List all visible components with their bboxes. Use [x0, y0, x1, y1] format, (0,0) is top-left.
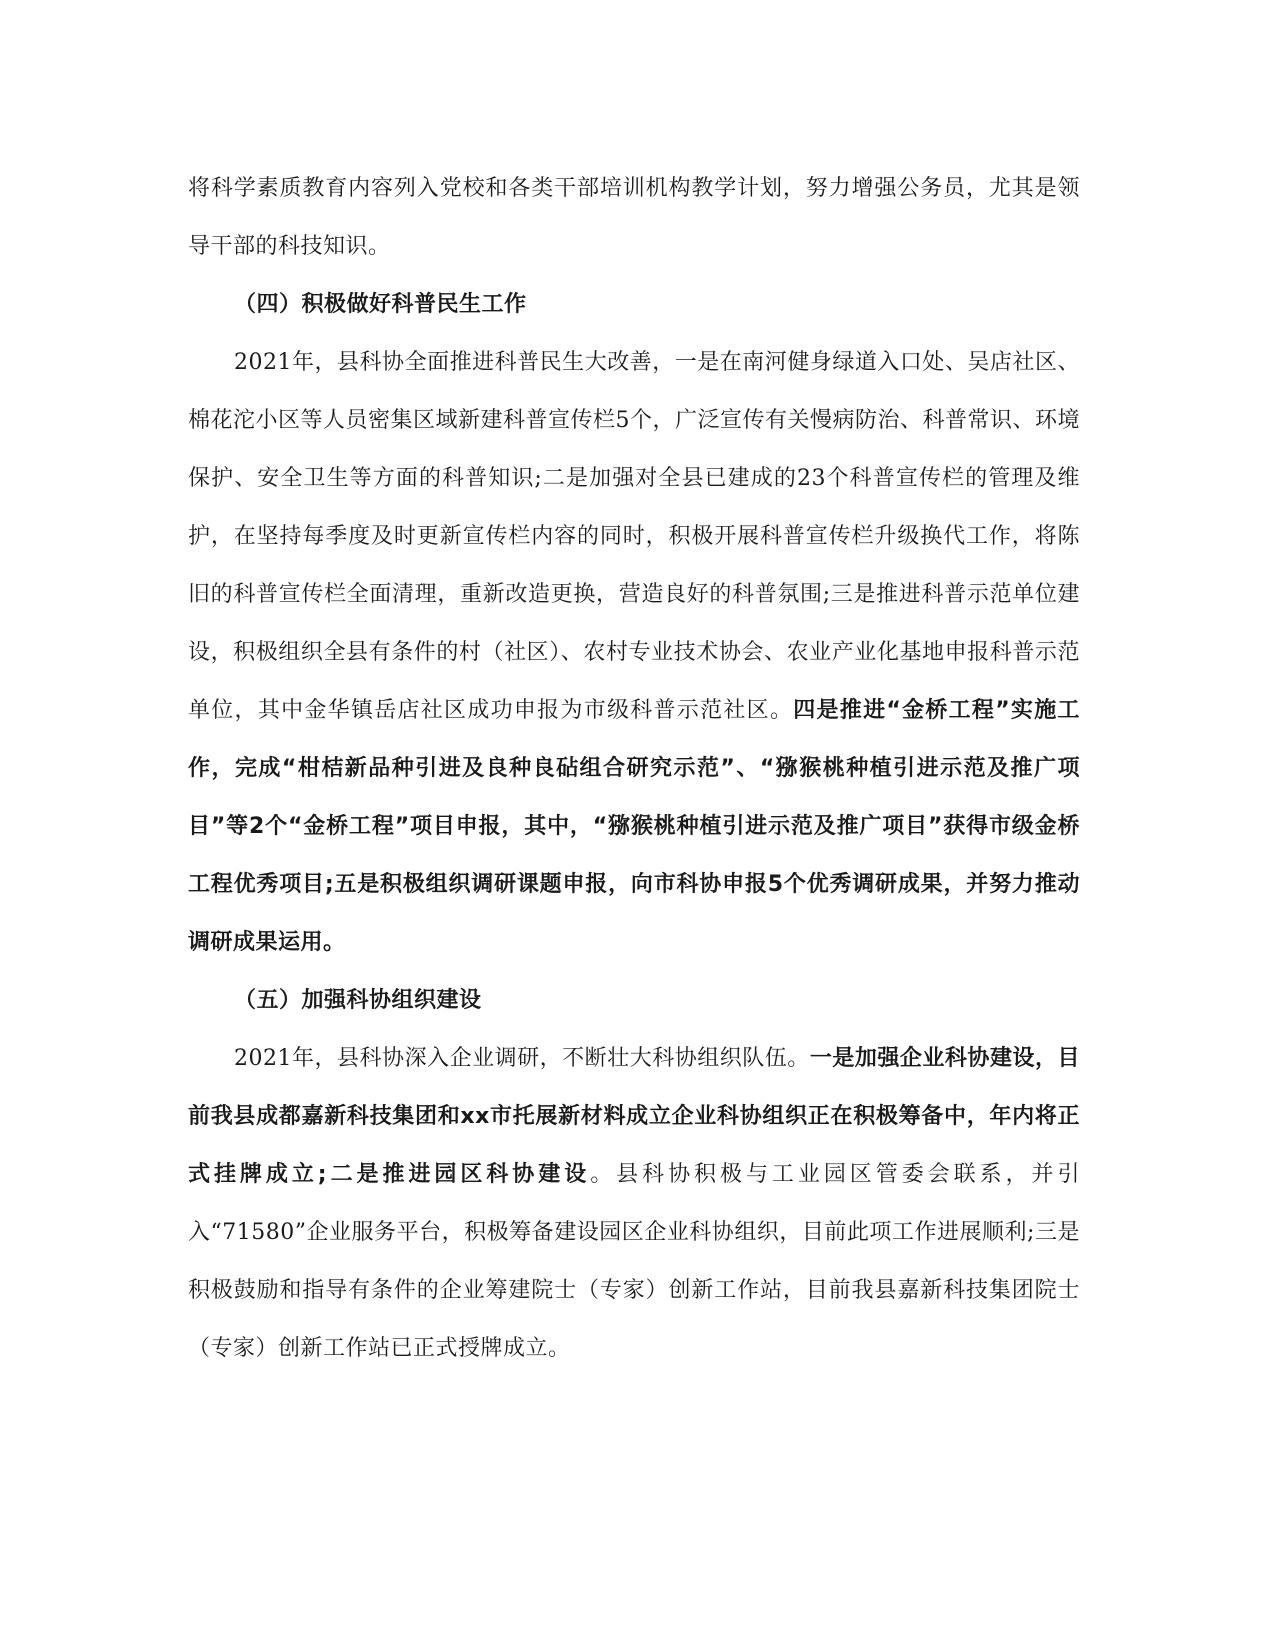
paragraph-science-livelihood: [188, 334, 1080, 972]
section-heading-5: （五）加强科协组织建设: [234, 988, 482, 1013]
paragraph-bold-text: 四是推进“金桥工程”实施工作，完成“柑桔新品种引进及良种良砧组合研究示范”、“猕猴桃种植引进示范及推广项目”等2个“金桥工程”项目申报，其中，“猕猴桃种植引进示范及推广项目”获得市级金桥工程优秀项目;五是积极组织调研课题申报，向市科协申报5个优秀调研成果，并努力推动调研成果运用。: [188, 698, 1080, 955]
paragraph-text: 2021年，县科协深入企业调研，不断壮大科协组织队伍。: [234, 1046, 810, 1071]
paragraph-continuation: 将科学素质教育内容列入党校和各类干部培训机构教学计划，努力增强公务员，尤其是领导干部的科技知识。: [188, 176, 1080, 259]
paragraph-text: 。县科协积极与工业园区管委会联系，并引入“71580”企业服务平台，积极筹备建设园区企业科协组织，目前此项工作进展顺利;三是积极鼓励和指导有条件的企业筹建院士（专家）创新工作站，目前我县嘉新科技集团院士（专家）创新工作站已正式授牌成立。: [188, 1162, 1080, 1361]
document-body: [188, 160, 1080, 1378]
paragraph-organization: [188, 1030, 1080, 1378]
paragraph-bold-text: 一是加强企业科协建设，目前我县成都嘉新科技集团和xx市托展新材料成立企业科协组织正在积极筹备中，年内将正式挂牌成立;二是推进园区科协建设: [188, 1046, 1080, 1187]
section-heading-4: （四）积极做好科普民生工作: [234, 292, 527, 317]
paragraph-text: 2021年，县科协全面推进科普民生大改善，一是在南河健身绿道入口处、吴店社区、棉花沱小区等人员密集区域新建科普宣传栏5个，广泛宣传有关慢病防治、科普常识、环境保护、安全卫生等方面的科普知识;二是加强对全县已建成的23个科普宣传栏的管理及维护，在坚持每季度及时更新宣传栏内容的同时，积极开展科普宣传栏升级换代工作，将陈旧的科普宣传栏全面清理，重新改造更换，营造良好的科普氛围;三是推进科普示范单位建设，积极组织全县有条件的村（社区）、农村专业技术协会、农业产业化基地申报科普示范单位，其中金华镇岳店社区成功申报为市级科普示范社区。: [188, 350, 1081, 723]
